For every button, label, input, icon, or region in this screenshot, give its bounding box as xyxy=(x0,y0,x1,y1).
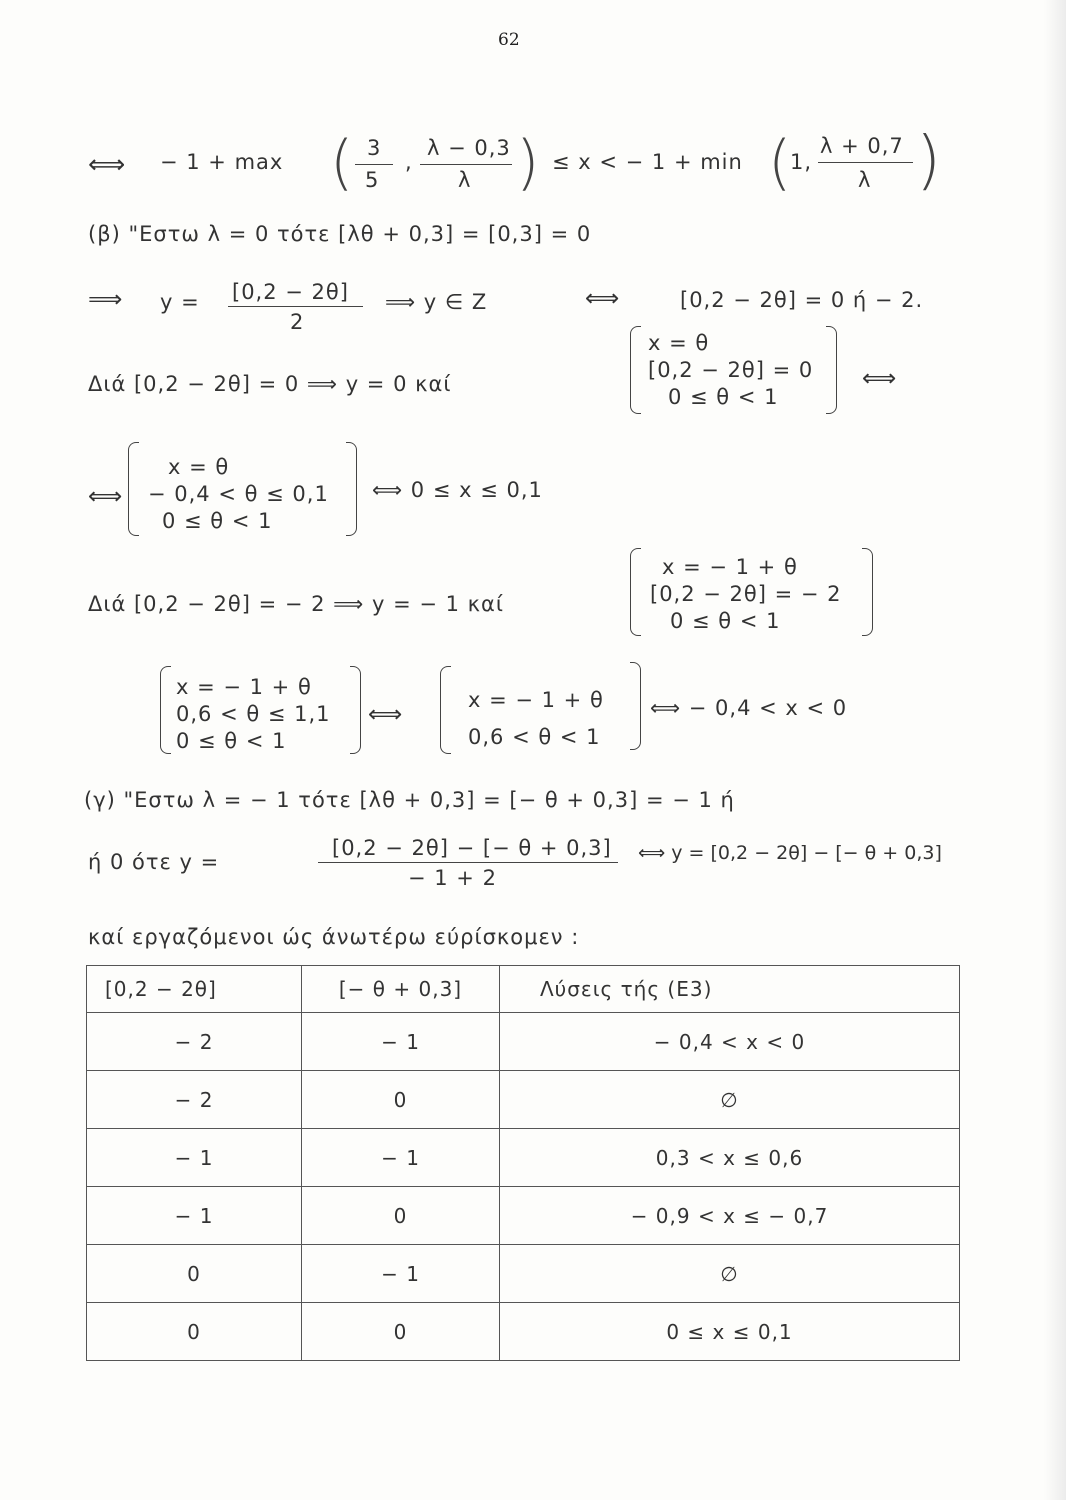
table-cell: 0 xyxy=(87,1303,302,1361)
y-equals: y = xyxy=(160,290,200,314)
table-header-row xyxy=(87,966,960,1013)
page-number: 62 xyxy=(498,30,520,50)
system2 xyxy=(148,454,329,535)
min-arg: 1, xyxy=(790,150,813,174)
iff-arrow-4: ⟺ xyxy=(88,482,124,510)
system4-line: 0 ≤ θ < 1 xyxy=(176,729,287,753)
table-row xyxy=(87,1303,960,1361)
y-frac-den: 2 xyxy=(290,310,305,334)
table-cell: − 2 xyxy=(87,1071,302,1129)
y-def-frac-num: [0,2 − 2θ] − [− θ + 0,3] xyxy=(332,836,612,860)
iff-arrow: ⟺ xyxy=(88,150,127,180)
system5-line: x = − 1 + θ xyxy=(468,688,604,712)
left-paren: ( xyxy=(330,128,354,198)
result-case-zero: ⟺ 0 ≤ x ≤ 0,1 xyxy=(372,478,543,502)
system2-brace-left xyxy=(128,442,139,536)
table-cell: − 1 xyxy=(302,1129,500,1187)
system1-brace-right xyxy=(826,326,837,414)
frac1-num: 3 xyxy=(367,136,382,160)
system2-line: − 0,4 < θ ≤ 0,1 xyxy=(148,482,329,506)
table-cell: 0 ≤ x ≤ 0,1 xyxy=(500,1303,960,1361)
table-row xyxy=(87,1013,960,1071)
system2-brace-right xyxy=(346,442,357,536)
page-edge-shadow xyxy=(1044,0,1066,1500)
iff-arrow-2: ⟺ xyxy=(585,284,621,312)
system4-line: x = − 1 + θ xyxy=(176,675,312,699)
expr-middle: ≤ x < − 1 + min xyxy=(552,150,743,174)
left-paren-min: ( xyxy=(768,128,792,198)
right-paren-min: ) xyxy=(916,124,941,198)
system3-brace-left xyxy=(630,548,641,636)
table-row xyxy=(87,1129,960,1187)
y-in-z: ⟹ y ∈ Z xyxy=(385,290,488,314)
table-cell: 0 xyxy=(302,1303,500,1361)
table-cell: − 0,9 < x ≤ − 0,7 xyxy=(500,1187,960,1245)
system1-brace-left xyxy=(630,326,641,414)
table-cell: − 1 xyxy=(87,1187,302,1245)
frac1-bar xyxy=(355,164,393,165)
solutions-table xyxy=(86,965,960,1361)
table-cell: − 1 xyxy=(87,1129,302,1187)
table-row xyxy=(87,1071,960,1129)
system5-brace-left xyxy=(440,666,451,754)
iff-arrow-3: ⟺ xyxy=(862,364,898,392)
system3-brace-right xyxy=(862,548,873,636)
system3-line: x = − 1 + θ xyxy=(662,555,798,579)
table-row xyxy=(87,1187,960,1245)
y-frac-num: [0,2 − 2θ] xyxy=(232,280,349,304)
dia-case-zero: Διά [0,2 − 2θ] = 0 ⟹ y = 0 καί xyxy=(88,372,452,396)
y-definition-start: ή 0 ότε y = xyxy=(88,850,220,874)
iff-arrow-5: ⟺ xyxy=(368,700,404,728)
system5-line: 0,6 < θ < 1 xyxy=(468,725,601,749)
table-cell: ∅ xyxy=(500,1071,960,1129)
table-cell: ∅ xyxy=(500,1245,960,1303)
y-frac-bar xyxy=(228,306,363,307)
table-cell: − 2 xyxy=(87,1013,302,1071)
system3 xyxy=(650,554,842,635)
frac1-den: 5 xyxy=(365,168,380,192)
system1-line: [0,2 − 2θ] = 0 xyxy=(648,358,814,382)
table-cell: 0 xyxy=(302,1187,500,1245)
expr-left: − 1 + max xyxy=(160,150,284,174)
system4-line: 0,6 < θ ≤ 1,1 xyxy=(176,702,331,726)
frac2-bar xyxy=(420,164,512,165)
dia-case-minus-two: Διά [0,2 − 2θ] = − 2 ⟹ y = − 1 καί xyxy=(88,592,504,616)
table-cell: − 0,4 < x < 0 xyxy=(500,1013,960,1071)
implies-arrow: ⟹ xyxy=(88,285,124,313)
system4-brace-right xyxy=(350,666,361,754)
system5 xyxy=(468,676,604,751)
y-definition-end: ⟺ y = [0,2 − 2θ] − [− θ + 0,3] xyxy=(638,842,942,864)
system4 xyxy=(176,674,331,755)
table-cell: − 1 xyxy=(302,1245,500,1303)
case-c-heading: (γ) "Εστω λ = − 1 τότε [λθ + 0,3] = [− θ + 0,3] = − 1 ή xyxy=(84,788,735,812)
system1-line: x = θ xyxy=(648,331,710,355)
working-sentence: καί εργαζόμενοι ώς άνωτέρω εύρίσκομεν : xyxy=(88,925,580,949)
system3-line: 0 ≤ θ < 1 xyxy=(670,609,781,633)
table-cell: − 1 xyxy=(302,1013,500,1071)
system2-line: 0 ≤ θ < 1 xyxy=(162,509,273,533)
system3-line: [0,2 − 2θ] = − 2 xyxy=(650,582,842,606)
comma-separator: , xyxy=(405,150,413,174)
table-cell: 0 xyxy=(302,1071,500,1129)
right-paren: ) xyxy=(516,128,540,198)
system5-brace-right xyxy=(630,662,641,750)
table-cell: 0 xyxy=(87,1245,302,1303)
floor-values: [0,2 − 2θ] = 0 ή − 2. xyxy=(680,288,924,312)
frac2-num: λ − 0,3 xyxy=(427,136,511,160)
frac3-bar xyxy=(818,162,913,163)
system1-line: 0 ≤ θ < 1 xyxy=(668,385,779,409)
system4-brace-left xyxy=(160,666,171,754)
frac2-den: λ xyxy=(458,168,472,192)
result-case-minus-two: ⟺ − 0,4 < x < 0 xyxy=(650,696,848,720)
frac3-num: λ + 0,7 xyxy=(820,134,904,158)
table-row xyxy=(87,1245,960,1303)
header-solutions: Λύσεις τής (Ε3) xyxy=(500,966,960,1013)
y-def-frac-bar xyxy=(318,862,618,863)
system1 xyxy=(648,330,813,411)
header-floor-2: [− θ + 0,3] xyxy=(302,966,500,1013)
table-cell: 0,3 < x ≤ 0,6 xyxy=(500,1129,960,1187)
header-floor-1: [0,2 − 2θ] xyxy=(87,966,302,1013)
frac3-den: λ xyxy=(858,168,872,192)
case-b-heading: (β) "Εστω λ = 0 τότε [λθ + 0,3] = [0,3] = 0 xyxy=(88,222,592,246)
system2-line: x = θ xyxy=(168,455,230,479)
y-def-frac-den: − 1 + 2 xyxy=(408,866,497,890)
